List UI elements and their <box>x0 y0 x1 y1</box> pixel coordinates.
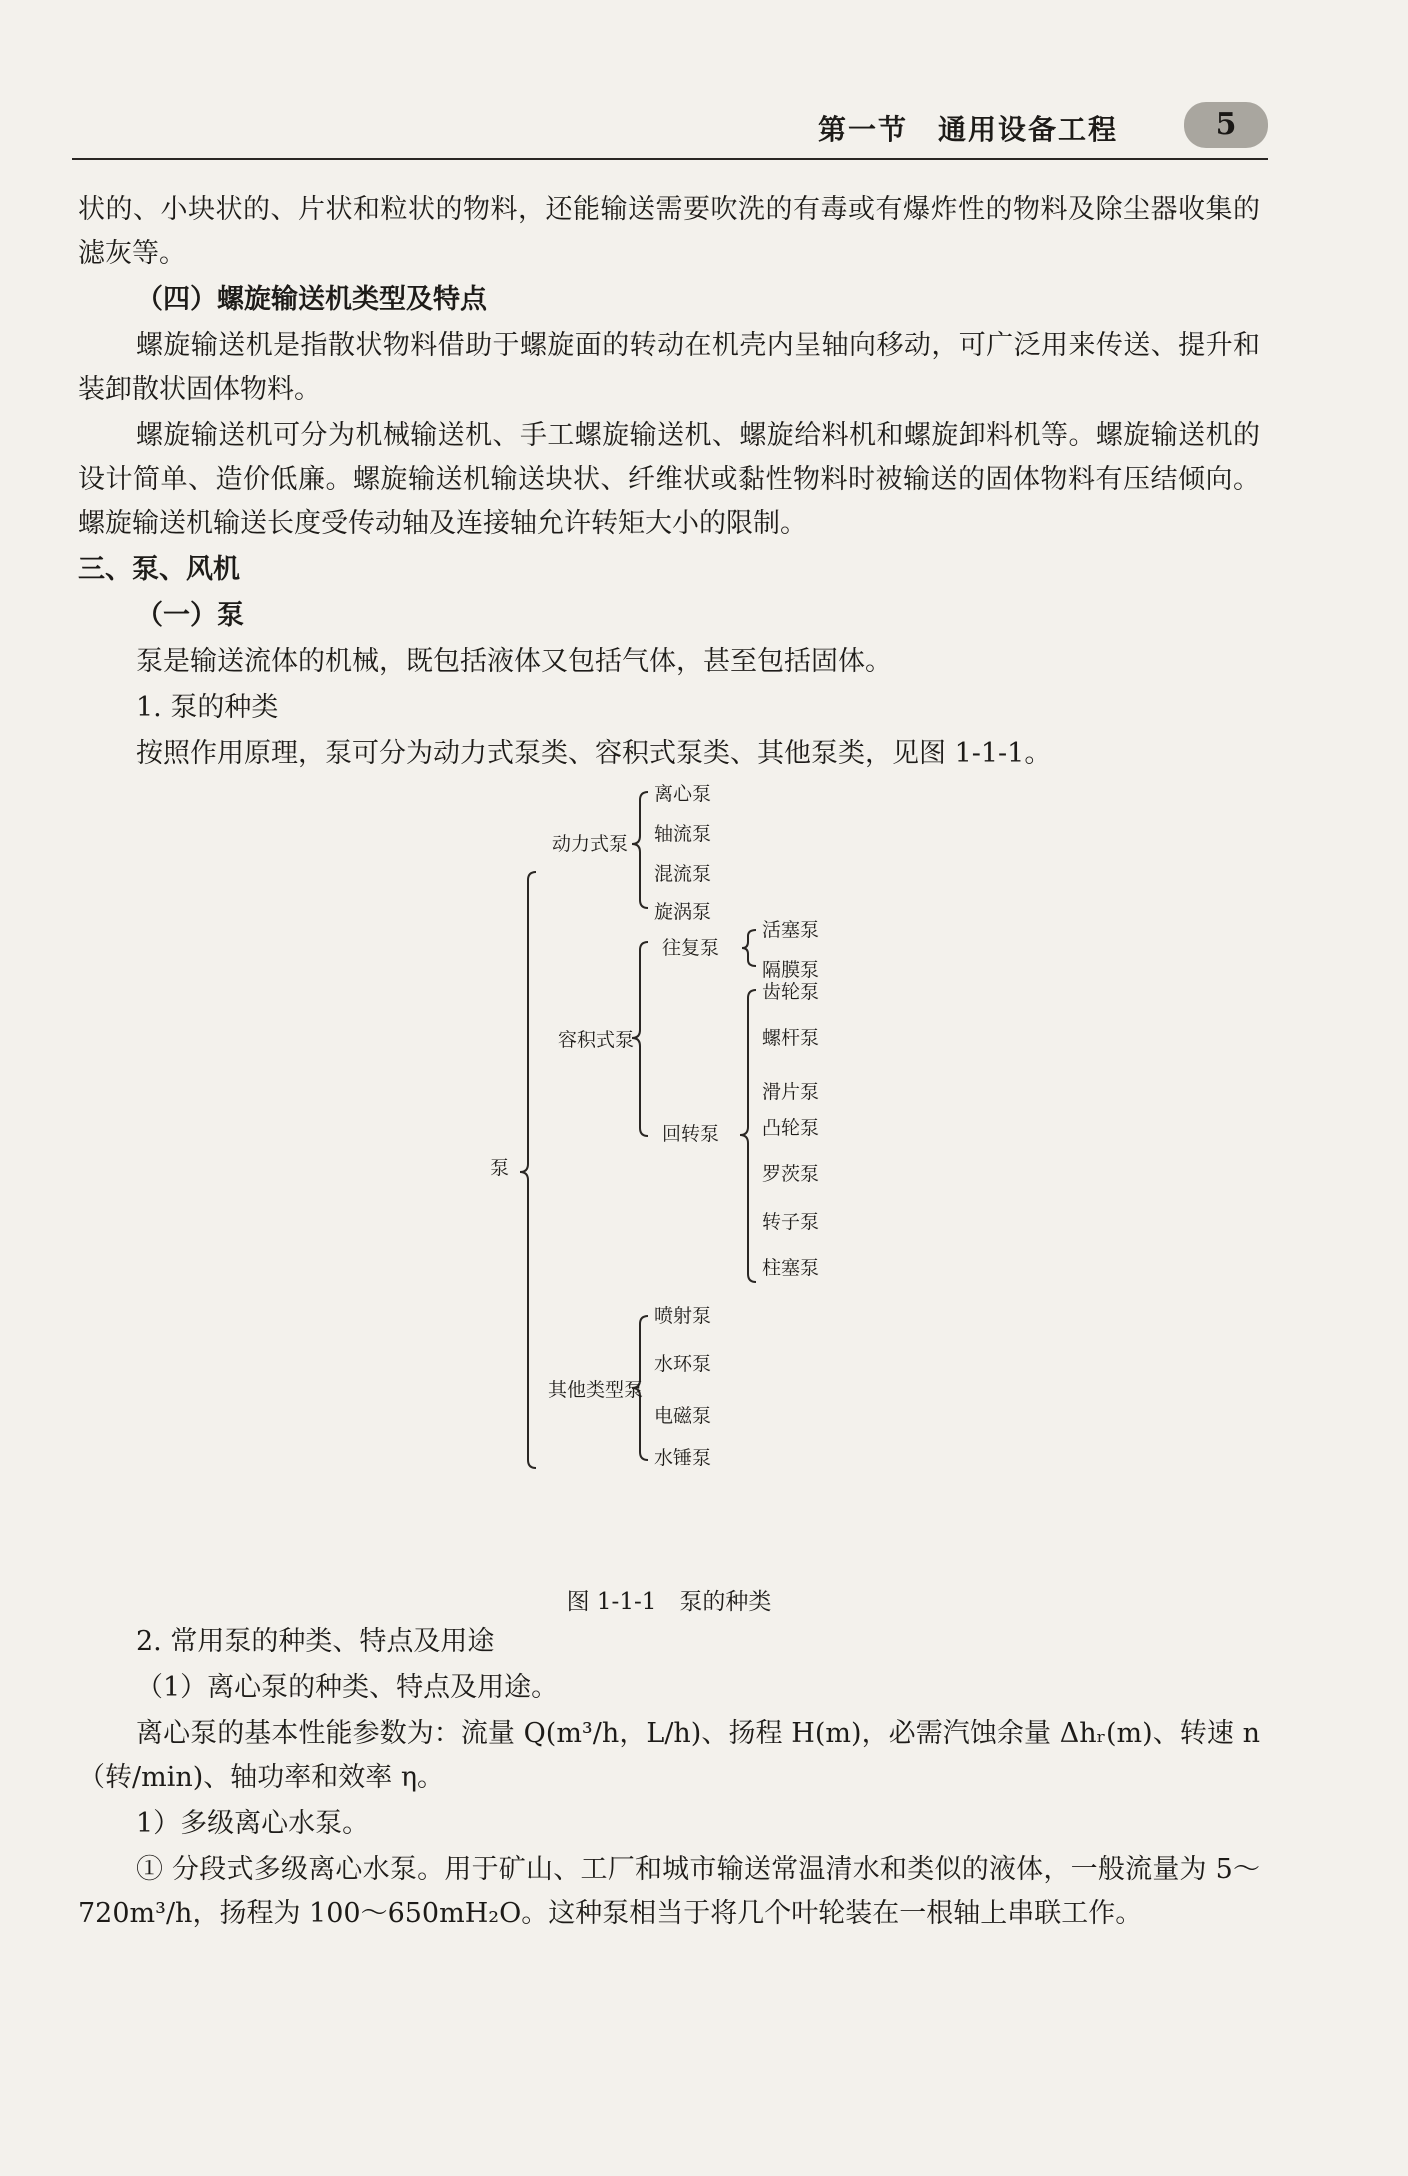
node-vane-pump: 滑片泵 <box>762 1081 820 1103</box>
heading-pump: （一）泵 <box>136 600 244 631</box>
paragraph-screw-types: 螺旋输送机可分为机械输送机、手工螺旋输送机、螺旋给料机和螺旋卸料机等。螺旋输送机的设计简单、造价低廉。螺旋输送机输送块状、纤维状或黏性物料时被输送的固体物料有压结倾向。螺旋输送机输送长度受传动轴及连接轴允许转矩大小的限制。 <box>78 420 1260 539</box>
paragraph-sectional-multistage: ① 分段式多级离心水泵。用于矿山、工厂和城市输送常温清水和类似的液体，一般流量为 5～720m³/h，扬程为 100～650mH₂O。这种泵相当于将几个叶轮装在一根轴上串联工作。 <box>78 1854 1260 1929</box>
heading-pump-types: 1. 泵的种类 <box>136 692 279 723</box>
node-dynamic-pump: 动力式泵 <box>552 833 629 855</box>
paragraph-continued: 状的、小块状的、片状和粒状的物料，还能输送需要吹洗的有毒或有爆炸性的物料及除尘器收集的滤灰等。 <box>78 194 1260 269</box>
node-other-pump: 其他类型泵 <box>548 1379 644 1401</box>
figure-caption: 图 1-1-1 泵的种类 <box>566 1589 772 1615</box>
node-root-pump: 泵 <box>490 1157 510 1179</box>
node-centrifugal-pump: 离心泵 <box>654 783 712 805</box>
node-roots-pump: 罗茨泵 <box>762 1163 820 1185</box>
heading-screw-conveyor: （四）螺旋输送机类型及特点 <box>136 284 487 315</box>
node-reciprocating-pump: 往复泵 <box>662 937 720 959</box>
heading-pumps-fans: 三、泵、风机 <box>78 554 240 585</box>
node-gear-pump: 齿轮泵 <box>762 981 820 1003</box>
node-rotor-pump: 转子泵 <box>762 1211 820 1233</box>
node-water-hammer-pump: 水锤泵 <box>654 1447 712 1469</box>
node-diaphragm-pump: 隔膜泵 <box>762 959 820 981</box>
node-screw-pump: 螺杆泵 <box>762 1027 820 1049</box>
node-mixed-flow-pump: 混流泵 <box>654 863 712 885</box>
page-body <box>78 188 1260 1938</box>
paragraph-screw-definition: 螺旋输送机是指散状物料借助于螺旋面的转动在机壳内呈轴向移动，可广泛用来传送、提升和装卸散状固体物料。 <box>78 330 1260 405</box>
paragraph-pump-definition: 泵是输送流体的机械，既包括液体又包括气体，甚至包括固体。 <box>136 646 892 677</box>
section-title: 第一节 通用设备工程 <box>817 113 1118 146</box>
node-piston-pump: 活塞泵 <box>762 919 820 941</box>
heading-multistage: 1）多级离心水泵。 <box>136 1808 370 1839</box>
node-cam-pump: 凸轮泵 <box>762 1117 820 1139</box>
node-rotary-pump: 回转泵 <box>662 1123 720 1145</box>
node-axial-pump: 轴流泵 <box>654 823 712 845</box>
node-water-ring-pump: 水环泵 <box>654 1353 712 1375</box>
node-vortex-pump: 旋涡泵 <box>654 901 712 923</box>
page-header <box>72 96 1268 160</box>
node-positive-pump: 容积式泵 <box>558 1029 635 1051</box>
paragraph-pump-classification: 按照作用原理，泵可分为动力式泵类、容积式泵类、其他泵类，见图 1-1-1。 <box>136 738 1052 769</box>
page-number-badge: 5 <box>1184 102 1268 148</box>
node-jet-pump: 喷射泵 <box>654 1305 712 1327</box>
node-electromagnetic-pump: 电磁泵 <box>654 1405 712 1427</box>
heading-common-pumps: 2. 常用泵的种类、特点及用途 <box>136 1626 495 1657</box>
pump-classification-figure <box>78 782 1260 1615</box>
node-plunger-pump: 柱塞泵 <box>762 1257 820 1279</box>
paragraph-centrifugal-params: 离心泵的基本性能参数为：流量 Q(m³/h，L/h)、扬程 H(m)，必需汽蚀余量 Δhᵣ(m)、转速 n（转/min)、轴功率和效率 η。 <box>78 1718 1260 1793</box>
heading-centrifugal: （1）离心泵的种类、特点及用途。 <box>136 1672 559 1703</box>
